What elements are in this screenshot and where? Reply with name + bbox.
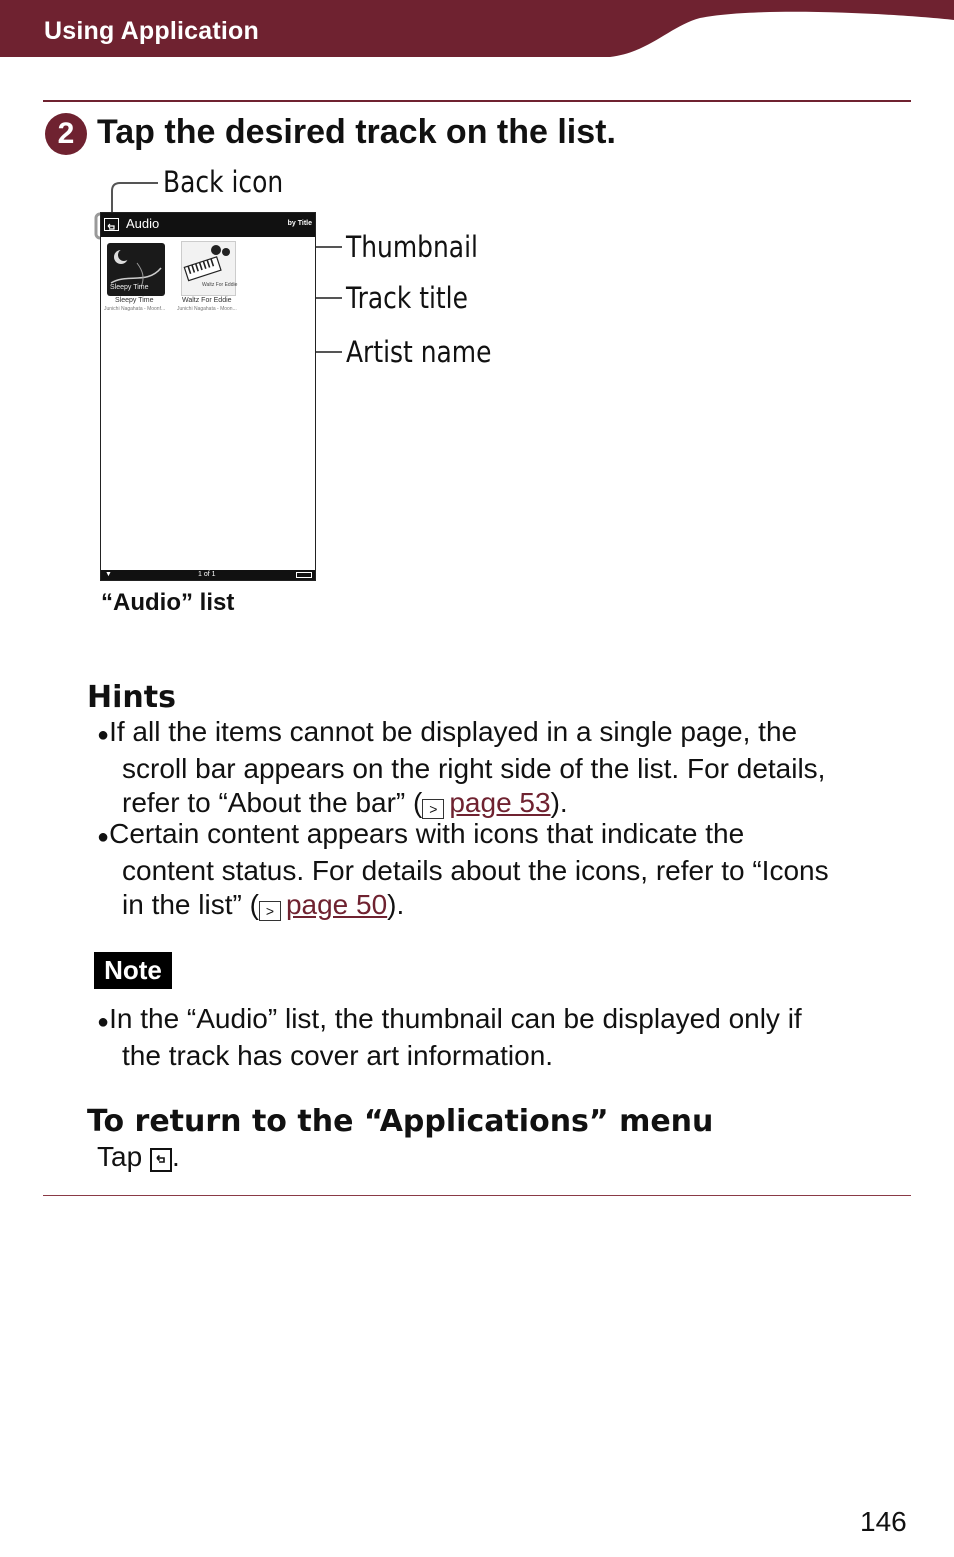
track-title[interactable]: Waltz For Eddie	[182, 297, 232, 304]
page-50-link[interactable]: page 50	[285, 889, 388, 920]
callout-thumbnail: Thumbnail	[346, 230, 478, 264]
callout-track-title: Track title	[346, 281, 468, 315]
thumbnail-waltz-for-eddie[interactable]	[181, 241, 236, 296]
device-page-indicator: 1 of 1	[198, 571, 216, 578]
hint-line: in the list” (	[122, 889, 259, 920]
device-sort-label[interactable]: by Title	[287, 220, 312, 227]
artist-name: Junichi Nagahata - Moonf...	[104, 306, 166, 312]
battery-icon	[296, 572, 312, 578]
back-icon	[150, 1148, 172, 1172]
figure-caption: “Audio” list	[101, 589, 235, 616]
hint-line: content status. For details about the icons, refer to “Icons	[122, 855, 829, 886]
bottom-divider	[43, 1195, 911, 1196]
bullet-icon: ●	[97, 1011, 110, 1033]
hint-item	[97, 817, 829, 922]
device-screenshot	[100, 212, 316, 581]
note-badge: Note	[94, 952, 172, 989]
return-instruction	[97, 1140, 180, 1174]
return-heading: To return to the “Applications” menu	[87, 1104, 714, 1139]
thumbnail-art-text: Sleepy Time	[110, 284, 149, 291]
step-number-badge: 2	[45, 113, 87, 155]
bullet-icon: ●	[97, 724, 110, 746]
page-number: 146	[860, 1506, 907, 1537]
device-title-bar	[101, 213, 315, 237]
device-screen-title: Audio	[126, 216, 160, 231]
hints-heading: Hints	[87, 680, 176, 715]
callout-back-icon: Back icon	[163, 165, 284, 199]
page-53-link[interactable]: page 53	[449, 787, 551, 818]
thumbnail-art-text: Waltz For Eddie	[202, 282, 238, 288]
section-title: Using Application	[44, 17, 259, 45]
hint-line: Certain content appears with icons that indicate the	[109, 818, 745, 849]
thumbnail-sleepy-time[interactable]	[107, 243, 165, 296]
tap-label: Tap	[97, 1141, 143, 1172]
back-icon[interactable]	[104, 218, 119, 231]
note-line: In the “Audio” list, the thumbnail can be displayed only if	[109, 1003, 802, 1034]
device-status-bar	[101, 570, 315, 580]
page-reference-icon: >	[259, 901, 281, 921]
hint-line: If all the items cannot be displayed in a single page, the	[109, 716, 798, 747]
antenna-icon: ▼	[105, 571, 112, 578]
hint-line: refer to “About the bar” (	[122, 787, 423, 818]
note-item	[97, 1002, 802, 1073]
step-instruction: Tap the desired track on the list.	[97, 113, 616, 151]
note-line: the track has cover art information.	[122, 1040, 554, 1071]
tap-end: .	[171, 1141, 180, 1172]
page-reference-icon: >	[422, 799, 444, 819]
hint-line-end: ).	[387, 889, 405, 920]
bullet-icon: ●	[97, 826, 110, 848]
hint-item	[97, 715, 825, 820]
track-title[interactable]: Sleepy Time	[115, 297, 154, 304]
hint-line-end: ).	[550, 787, 568, 818]
hint-line: scroll bar appears on the right side of the list. For details,	[122, 753, 826, 784]
callout-artist-name: Artist name	[346, 335, 492, 369]
artist-name: Junichi Nagahata - Moon...	[177, 306, 237, 312]
